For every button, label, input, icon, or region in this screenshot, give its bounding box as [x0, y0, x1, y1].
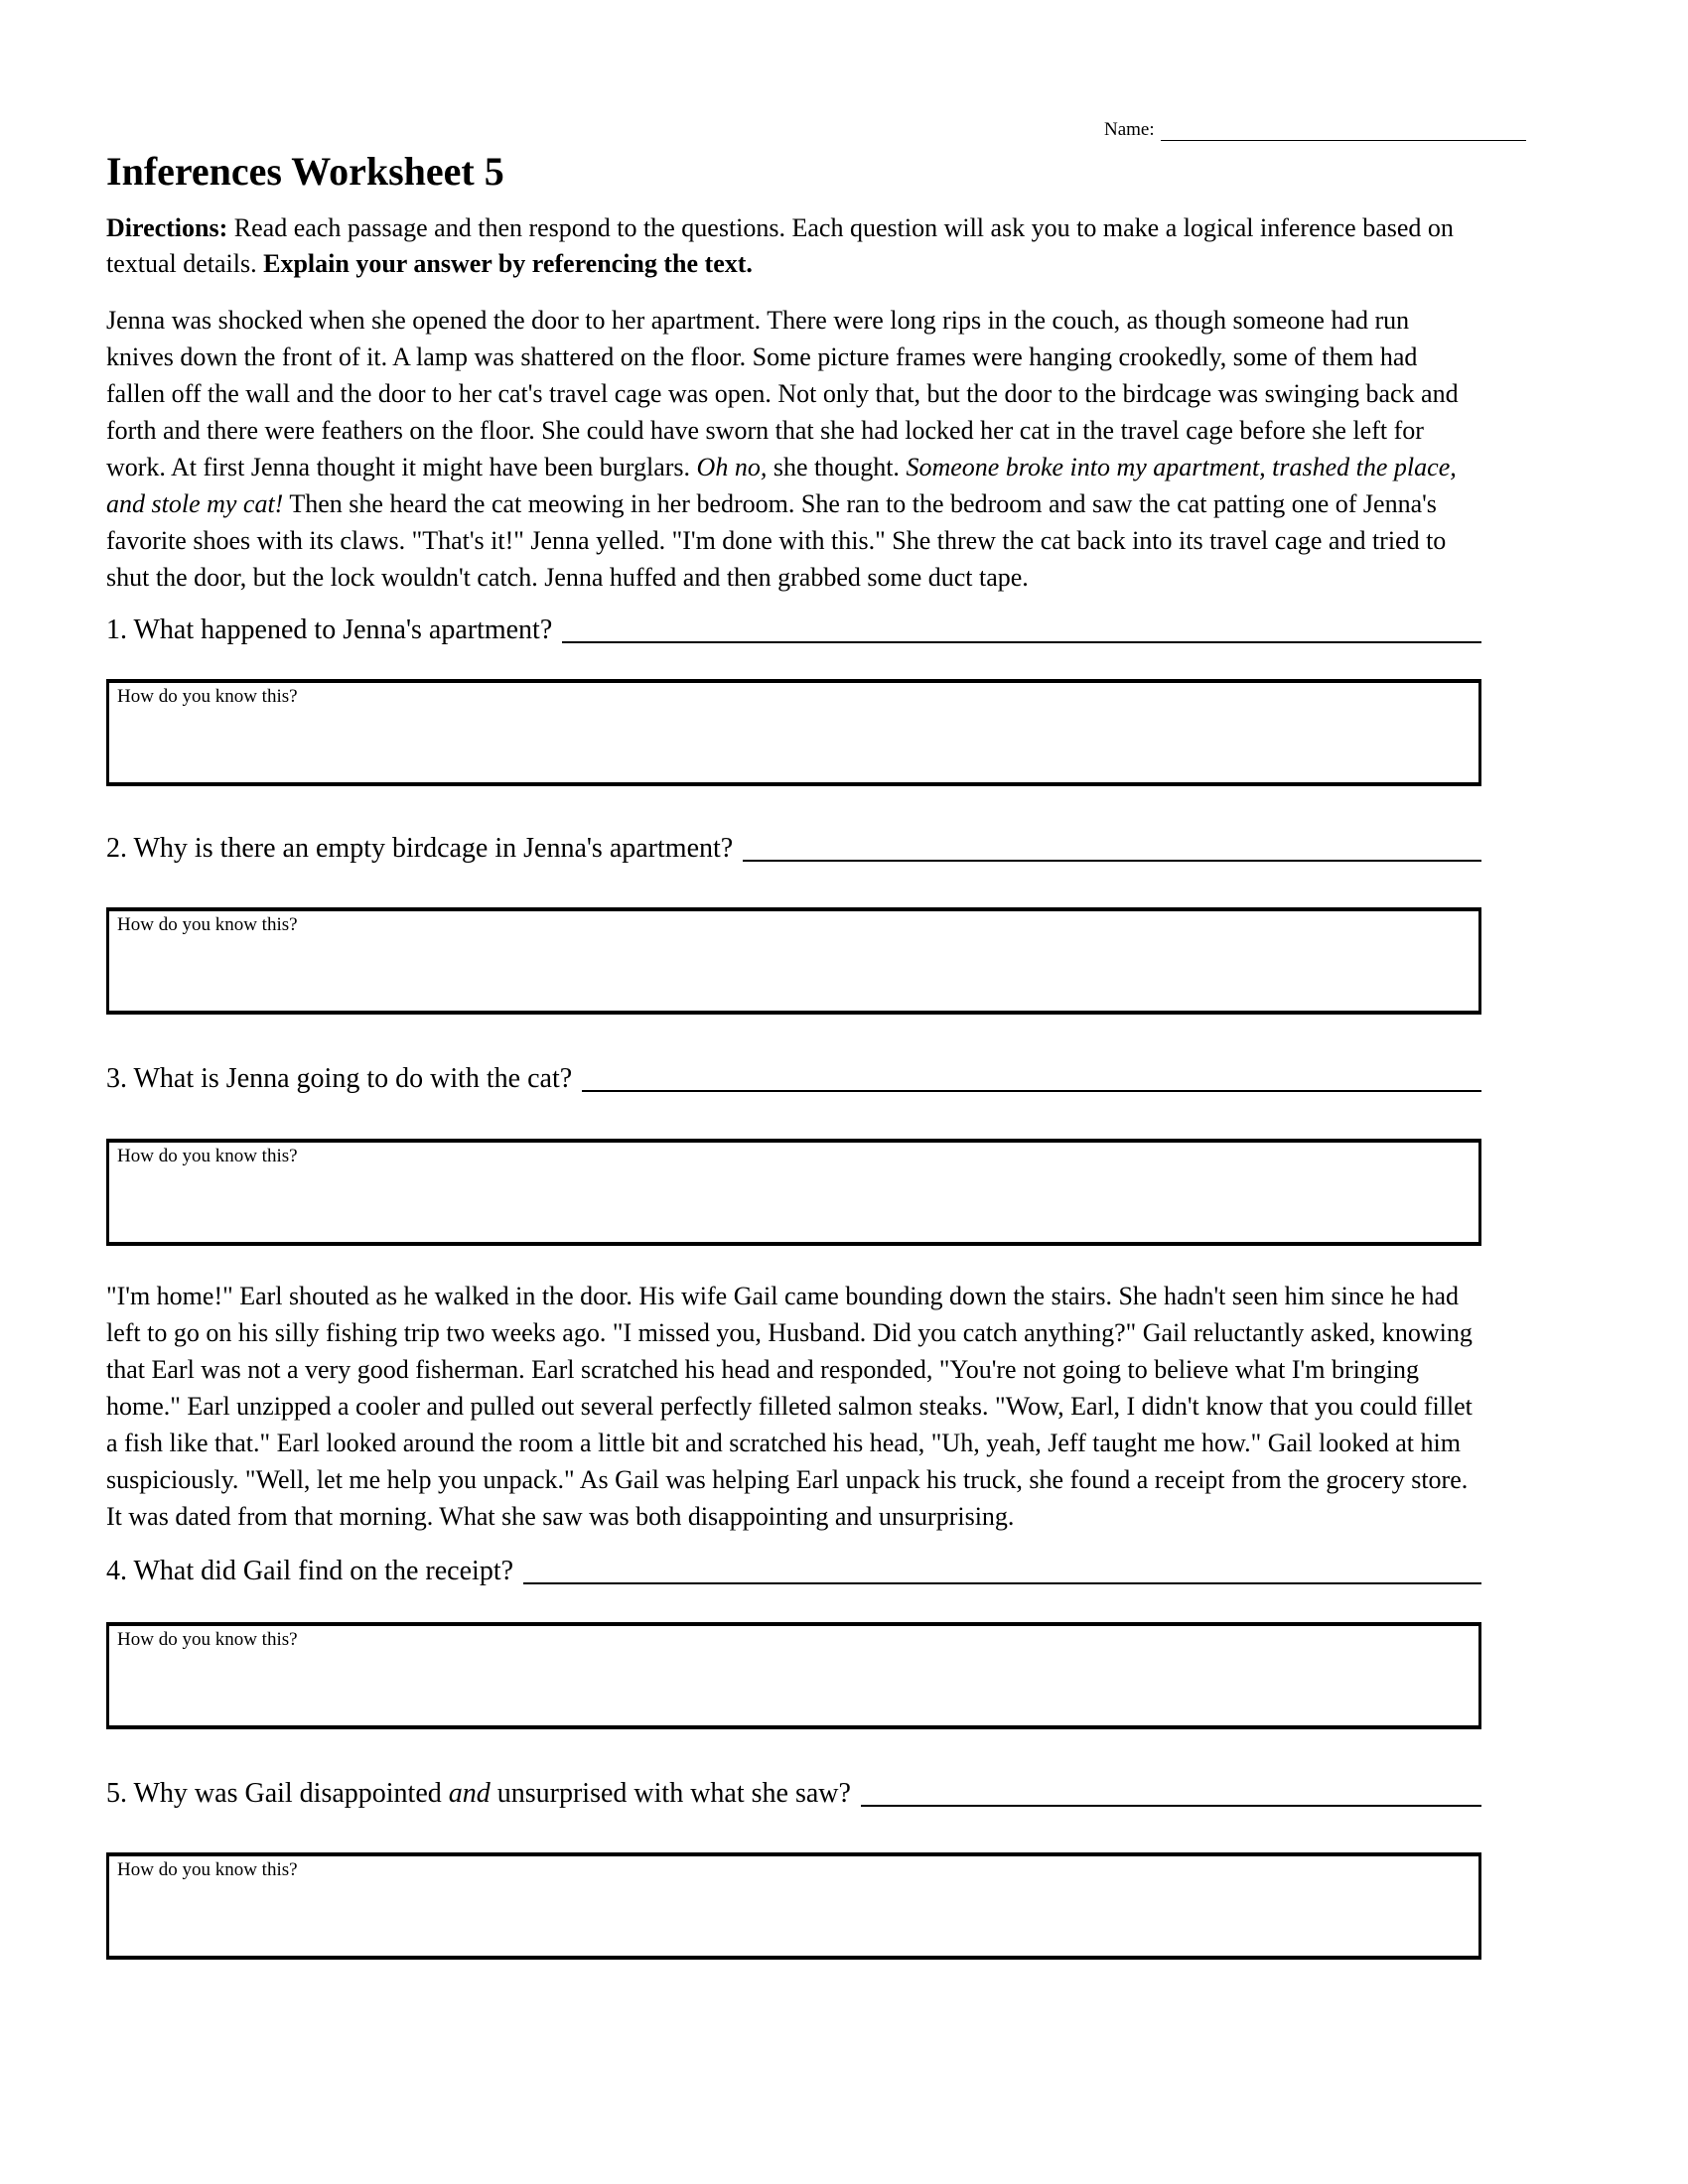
- question-4-answer-box[interactable]: [106, 1622, 1481, 1729]
- question-5: [106, 1777, 1481, 1811]
- question-5-label: 5. Why was Gail disappointed and unsurprised with what she saw?: [106, 1778, 851, 1809]
- question-1: [106, 614, 1481, 647]
- question-4-box-prompt: How do you know this?: [117, 1629, 298, 1650]
- name-row: [1104, 0, 1526, 141]
- question-3-label: 3. What is Jenna going to do with the cat?: [106, 1063, 573, 1094]
- question-3: [106, 1062, 1481, 1096]
- directions: Directions: Read each passage and then respond to the questions. Each question will ask you to make a logical inference based on textual details. Explain your answer by referencing the text.: [106, 213, 1454, 278]
- question-4: [106, 1555, 1481, 1588]
- passage-earl: "I'm home!" Earl shouted as he walked in the door. His wife Gail came bounding down the stairs. She hadn't seen him since he had left to go on his silly fishing trip two weeks ago. "I missed you, Husband. Did you catch anything?" Gail reluctantly asked, knowing that Earl was not a very good fisherman. Earl scratched his head and responded, "You're not going to believe what I'm bringing home." Earl unzipped a cooler and pulled out several perfectly filleted salmon steaks. "Wow, Earl, I didn't know that you could fillet a fish like that." Earl looked around the room a little bit and scratched his head, "Uh, yeah, Jeff taught me how." Gail looked at him suspiciously. "Well, let me help you unpack." As Gail was helping Earl unpack his truck, she found a receipt from the grocery store. It was dated from that morning. What she saw was both disappointing and unsurprising.: [106, 1282, 1473, 1531]
- question-2-answer-box[interactable]: [106, 907, 1481, 1015]
- question-5-box-prompt: How do you know this?: [117, 1859, 298, 1880]
- passage-jenna: Jenna was shocked when she opened the door to her apartment. There were long rips in the couch, as though someone had run knives down the front of it. A lamp was shattered on the floor. Some picture frames were hanging crookedly, some of them had fallen off the wall and the door to her cat's travel cage was open. Not only that, but the door to the birdcage was swinging back and forth and there were feathers on the floor. She could have sworn that she had locked her cat in the travel cage before she left for work. At first Jenna thought it might have been burglars. Oh no, she thought. Someone broke into my apartment, trashed the place, and stole my cat! Then she heard the cat meowing in her bedroom. She ran to the bedroom and saw the cat patting one of Jenna's favorite shoes with its claws. "That's it!" Jenna yelled. "I'm done with this." She threw the cat back into its travel cage and tried to shut the door, but the lock wouldn't catch. Jenna huffed and then grabbed some duct tape.: [106, 306, 1459, 592]
- name-label: Name:: [1104, 119, 1155, 140]
- question-1-answer-box[interactable]: [106, 679, 1481, 786]
- question-3-answer-line[interactable]: [582, 1066, 1481, 1092]
- question-1-label: 1. What happened to Jenna's apartment?: [106, 614, 553, 645]
- question-3-box-prompt: How do you know this?: [117, 1146, 298, 1166]
- question-1-box-prompt: How do you know this?: [117, 686, 298, 707]
- question-2: [106, 832, 1481, 866]
- question-4-label: 4. What did Gail find on the receipt?: [106, 1556, 514, 1586]
- question-2-answer-line[interactable]: [743, 836, 1481, 862]
- question-5-answer-box[interactable]: [106, 1852, 1481, 1960]
- question-5-answer-line[interactable]: [861, 1781, 1481, 1807]
- page-title: Inferences Worksheet 5: [106, 149, 504, 194]
- question-2-box-prompt: How do you know this?: [117, 914, 298, 935]
- question-4-answer-line[interactable]: [523, 1559, 1481, 1584]
- question-3-answer-box[interactable]: [106, 1139, 1481, 1246]
- question-1-answer-line[interactable]: [562, 617, 1481, 643]
- name-input-line[interactable]: [1161, 120, 1526, 141]
- question-2-label: 2. Why is there an empty birdcage in Jenna's apartment?: [106, 833, 734, 864]
